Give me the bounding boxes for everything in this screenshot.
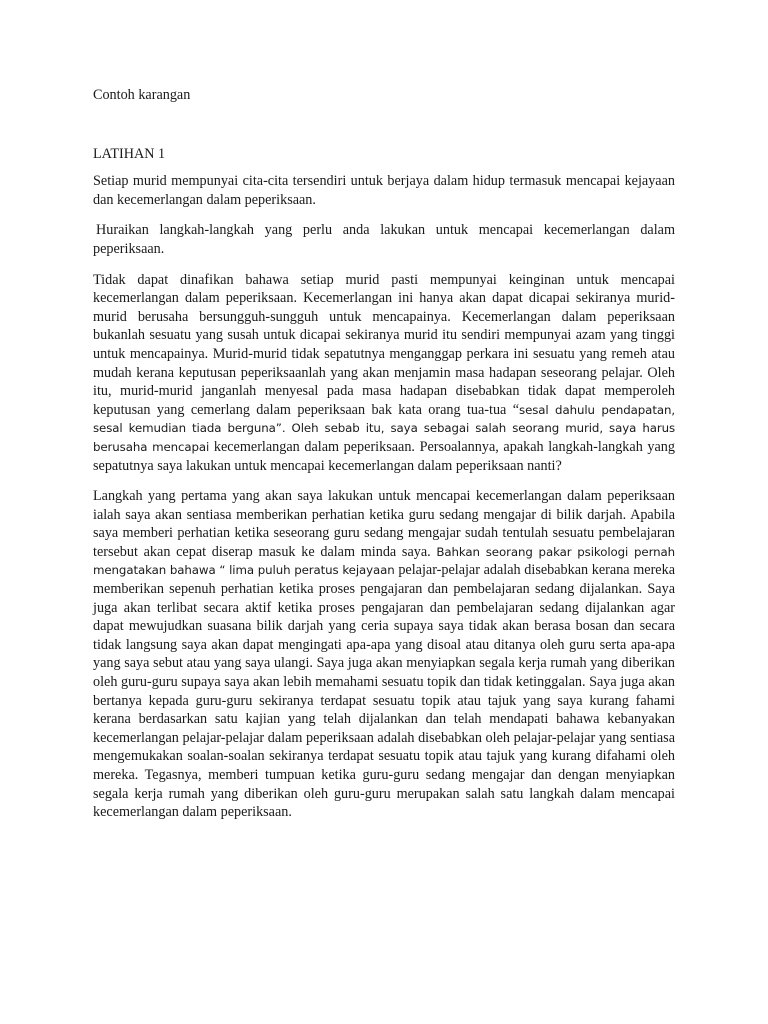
intro-paragraph: Setiap murid mempunyai cita-cita tersendiri untuk berjaya dalam hidup termasuk mencapai kejayaan dan kecemerlangan dalam peperiksaan. (93, 173, 675, 208)
exercise-heading: LATIHAN 1 (93, 145, 166, 162)
body-paragraph-2 (93, 487, 675, 822)
document-body (93, 86, 675, 822)
paragraph-2-text-a: Langkah yang pertama yang akan saya lakukan untuk mencapai kecemerlangan dalam peperiksaan ialah saya akan sentiasa memberikan perhatian ketika guru sedang mengajar di bilik darjah. Apabila saya memberi perhatian ketika seseorang guru sedang mengajar sudah tentulah sesuatu pembelajaran tersebut akan cepat diserap masuk ke dalam minda saya. (93, 488, 675, 560)
paragraph-2-quote-text: Bahkan seorang pakar psikologi pernah mengatakan bahawa “ lima puluh peratus kejayaan (93, 544, 675, 578)
paragraph-1-quote-text: sesal dahulu pendapatan, sesal kemudian tiada berguna”. Oleh sebab itu, saya sebagai salah seorang murid, saya harus berusaha mencapai (93, 402, 675, 454)
paragraph-2-text-b: pelajar-pelajar adalah disebabkan kerana mereka memberikan sepenuh perhatian ketika proses pengajaran dan pembelajaran sedang dijalankan. Saya juga akan terlibat secara aktif ketika proses pengajaran dan pembelajaran sedang dijalankan agar dapat mewujudkan suasana bilik darjah yang ceria supaya saya tidak akan berasa bosan dan secara tidak langsung saya akan dapat mengingati apa-apa yang disoal atau ditanya oleh guru serta apa-apa yang saya sebut atau yang saya ulangi. Saya juga akan menyiapkan segala kerja rumah yang diberikan oleh guru-guru supaya saya akan lebih memahami sesuatu topik dan tidak ketinggalan. Saya juga akan bertanya kepada guru-guru sekiranya terdapat sesuatu topik atau tajuk yang saya kurang fahami kerana berdasarkan satu kajian yang telah dijalankan dan telah mendapati bahawa kebanyakan kecemerlangan pelajar-pelajar dalam peperiksaan adalah disebabkan oleh pelajar-pelajar yang sentiasa mengemukakan soalan-soalan sekiranya terdapat sesuatu topik atau tajuk yang kurang difahami oleh mereka. Tegasnya, memberi tumpuan ketika guru-guru sedang mengajar dan dengan menyiapkan segala kerja rumah yang diberikan oleh guru-guru merupakan salah satu langkah dalam mencapai kecemerlangan dalam peperiksaan. (93, 562, 675, 821)
question-paragraph: Huraikan langkah-langkah yang perlu anda lakukan untuk mencapai kecemerlangan dalam peperiksaan. (93, 222, 675, 257)
paragraph-1-text-b: kecemerlangan dalam peperiksaan. Persoalannya, apakah langkah-langkah yang sepatutnya saya lakukan untuk mencapai kecemerlangan dalam peperiksaan nanti? (93, 438, 675, 474)
document-title: Contoh karangan (93, 87, 191, 103)
body-paragraph-1 (93, 271, 675, 476)
paragraph-1-text-a: Tidak dapat dinafikan bahawa setiap murid pasti mempunyai keinginan untuk mencapai kecemerlangan dalam peperiksaan. Kecemerlangan ini hanya akan dapat dicapai sekiranya murid-murid berusaha bersungguh-sungguh untuk mencapainya. Kecemerlangan dalam peperiksaan bukanlah sesuatu yang susah untuk dicapai sekiranya murid itu sendiri mempunyai azam yang tinggi untuk mencapainya. Murid-murid tidak sepatutnya menganggap perkara ini sesuatu yang remeh atau mudah kerana keputusan peperiksaanlah yang akan menjamin masa hadapan seseorang pelajar. Oleh itu, murid-murid janganlah menyesal pada masa hadapan disebabkan tidak dapat memperoleh keputusan yang cemerlang dalam peperiksaan bak kata orang tua-tua “ (93, 271, 675, 418)
